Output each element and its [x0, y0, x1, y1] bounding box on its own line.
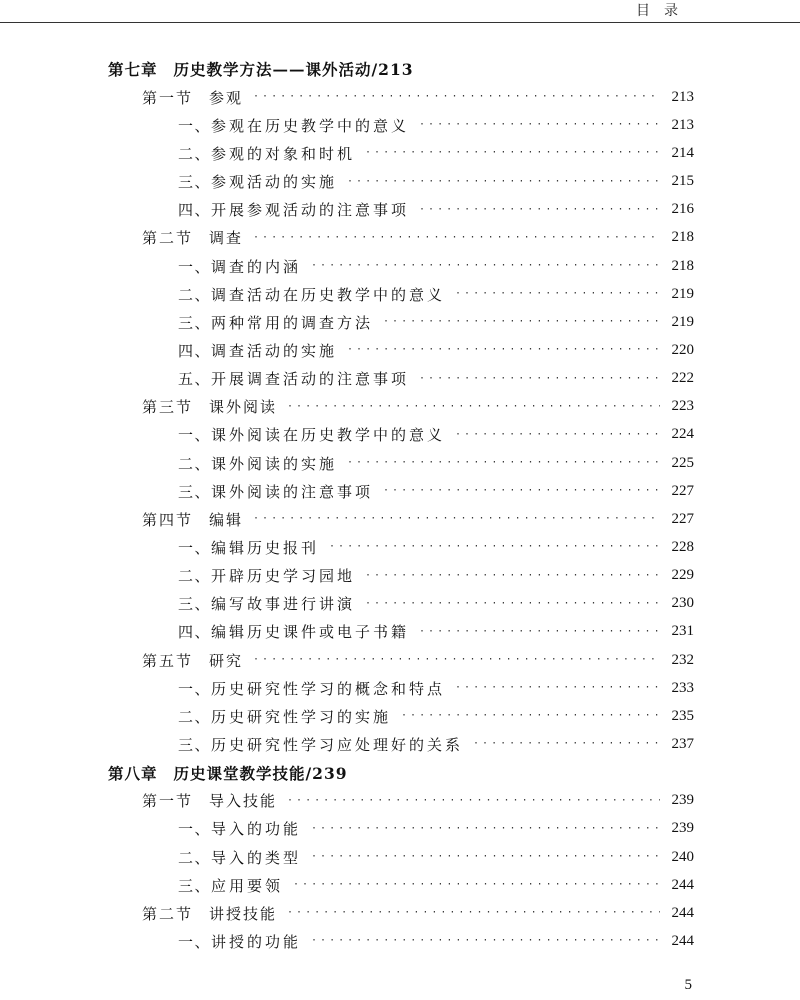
- toc-dot-leader: [329, 542, 660, 552]
- toc-entry-number: 二、: [178, 454, 212, 473]
- toc-chapter-entry[interactable]: [108, 55, 694, 83]
- toc-entry-number: 一、: [178, 679, 212, 698]
- toc-sub-entry[interactable]: [108, 421, 694, 449]
- toc-entry-number: 三、: [178, 735, 212, 754]
- toc-page-number: 239: [671, 820, 694, 837]
- toc-page-number: 224: [671, 426, 694, 443]
- toc-entry-number: 二、: [178, 707, 212, 726]
- toc-entry-label: [178, 312, 373, 333]
- toc-dot-leader: [347, 177, 660, 187]
- toc-page-number: 219: [671, 285, 694, 302]
- toc-page-number: 218: [671, 257, 694, 274]
- toc-page-number: 244: [671, 932, 694, 949]
- toc-dot-leader: [287, 796, 660, 806]
- toc-entry-label: [178, 453, 337, 474]
- toc-dot-leader: [365, 148, 660, 158]
- table-of-contents: [108, 55, 694, 956]
- toc-entry-label: [178, 340, 337, 361]
- toc-entry-title: 研究: [209, 651, 244, 670]
- toc-page-number: 230: [671, 595, 694, 612]
- toc-entry-title: 开展调查活动的注意事项: [211, 370, 410, 389]
- toc-sub-entry[interactable]: [108, 927, 694, 955]
- toc-entry-title: 编辑历史课件或电子书籍: [211, 623, 410, 642]
- toc-entry-label: [142, 903, 277, 924]
- toc-page-number: 220: [671, 341, 694, 358]
- toc-entry-label: [142, 87, 243, 108]
- toc-entry-title: 调查: [209, 229, 244, 248]
- toc-dot-leader: [287, 402, 660, 412]
- toc-entry-label: [178, 818, 301, 839]
- toc-sub-entry[interactable]: [108, 252, 694, 280]
- toc-page-number: 229: [671, 567, 694, 584]
- toc-entry-number: 四、: [178, 341, 212, 360]
- toc-entry-number: 三、: [178, 313, 212, 332]
- toc-entry-title: 调查活动的实施: [211, 341, 338, 360]
- toc-entry-label: [178, 593, 355, 614]
- toc-dot-leader: [253, 514, 660, 524]
- toc-page-number: 235: [671, 707, 694, 724]
- toc-dot-leader: [419, 374, 660, 384]
- toc-sub-entry[interactable]: [108, 730, 694, 758]
- toc-page-number: 231: [671, 623, 694, 640]
- toc-entry-title: 调查活动在历史教学中的意义: [211, 285, 446, 304]
- toc-entry-title: 课外阅读的注意事项: [211, 482, 374, 501]
- running-head-title: 目录: [636, 3, 692, 19]
- toc-sub-entry[interactable]: [108, 533, 694, 561]
- toc-entry-label: [178, 481, 373, 502]
- toc-entry-label: [178, 143, 355, 164]
- toc-dot-leader: [287, 908, 660, 918]
- toc-dot-leader: [455, 289, 660, 299]
- toc-section-entry[interactable]: [108, 505, 694, 533]
- toc-entry-title: 历史研究性学习的概念和特点: [211, 679, 446, 698]
- toc-dot-leader: [311, 936, 660, 946]
- toc-page-number: 240: [671, 848, 694, 865]
- toc-entry-label: [178, 199, 409, 220]
- toc-dot-leader: [383, 317, 660, 327]
- toc-entry-title: 历史教学方法——课外活动/213: [173, 60, 414, 80]
- toc-entry-label: [178, 706, 391, 727]
- toc-entry-number: 第四节: [142, 510, 194, 529]
- toc-entry-title: 历史课堂教学技能/239: [173, 763, 348, 783]
- toc-page-number: 218: [671, 229, 694, 246]
- toc-sub-entry[interactable]: [108, 336, 694, 364]
- toc-entry-title: 课外阅读的实施: [211, 454, 338, 473]
- toc-entry-label: [108, 58, 414, 80]
- toc-entry-label: [178, 565, 355, 586]
- toc-entry-number: 第一节: [142, 792, 194, 811]
- toc-page-number: 232: [671, 651, 694, 668]
- toc-dot-leader: [253, 655, 660, 665]
- toc-entry-number: 第一节: [142, 88, 194, 107]
- toc-dot-leader: [253, 233, 660, 243]
- toc-dot-leader: [419, 627, 660, 637]
- toc-sub-entry[interactable]: [108, 365, 694, 393]
- toc-entry-label: [178, 115, 409, 136]
- toc-entry-title: 导入的类型: [211, 848, 302, 867]
- toc-section-entry[interactable]: [108, 646, 694, 674]
- toc-entry-label: [178, 171, 337, 192]
- toc-entry-label: [142, 509, 243, 530]
- toc-entry-label: [178, 284, 445, 305]
- toc-sub-entry[interactable]: [108, 702, 694, 730]
- toc-sub-entry[interactable]: [108, 843, 694, 871]
- toc-page-number: 222: [671, 370, 694, 387]
- toc-entry-label: [178, 847, 301, 868]
- toc-page-number: 225: [671, 454, 694, 471]
- toc-entry-title: 编辑: [209, 510, 244, 529]
- toc-entry-number: 二、: [178, 848, 212, 867]
- toc-entry-title: 应用要领: [211, 876, 284, 895]
- toc-sub-entry[interactable]: [108, 308, 694, 336]
- toc-dot-leader: [383, 486, 660, 496]
- toc-dot-leader: [311, 824, 660, 834]
- page-number: 5: [684, 977, 692, 993]
- toc-sub-entry[interactable]: [108, 111, 694, 139]
- toc-entry-number: 二、: [178, 285, 212, 304]
- toc-sub-entry[interactable]: [108, 477, 694, 505]
- toc-entry-title: 编辑历史报刊: [211, 538, 320, 557]
- toc-entry-number: 五、: [178, 370, 212, 389]
- toc-entry-label: [178, 424, 445, 445]
- header-rule: [0, 22, 800, 23]
- toc-dot-leader: [455, 430, 660, 440]
- toc-entry-title: 参观活动的实施: [211, 173, 338, 192]
- toc-chapter-entry[interactable]: [108, 759, 694, 787]
- toc-page-number: 215: [671, 173, 694, 190]
- toc-page-number: 219: [671, 313, 694, 330]
- toc-page-number: 228: [671, 538, 694, 555]
- toc-page-number: 233: [671, 679, 694, 696]
- toc-entry-title: 参观: [209, 88, 244, 107]
- toc-entry-label: [178, 537, 319, 558]
- toc-entry-title: 历史研究性学习的实施: [211, 707, 392, 726]
- toc-entry-number: 三、: [178, 482, 212, 501]
- toc-entry-title: 导入的功能: [211, 820, 302, 839]
- toc-dot-leader: [347, 458, 660, 468]
- toc-entry-number: 一、: [178, 257, 212, 276]
- toc-sub-entry[interactable]: [108, 449, 694, 477]
- toc-entry-number: 一、: [178, 116, 212, 135]
- toc-entry-title: 课外阅读在历史教学中的意义: [211, 426, 446, 445]
- toc-dot-leader: [311, 261, 660, 271]
- toc-entry-label: [142, 227, 243, 248]
- toc-dot-leader: [347, 345, 660, 355]
- toc-dot-leader: [455, 683, 660, 693]
- toc-entry-title: 两种常用的调查方法: [211, 313, 374, 332]
- toc-page-number: 214: [671, 144, 694, 161]
- toc-dot-leader: [401, 711, 660, 721]
- toc-page-number: 239: [671, 792, 694, 809]
- toc-entry-label: [178, 678, 445, 699]
- toc-page-number: 227: [671, 482, 694, 499]
- toc-entry-title: 课外阅读: [209, 398, 278, 417]
- toc-dot-leader: [311, 852, 660, 862]
- toc-dot-leader: [419, 205, 660, 215]
- toc-page-number: 223: [671, 398, 694, 415]
- toc-entry-label: [178, 621, 409, 642]
- toc-entry-number: 一、: [178, 932, 212, 951]
- toc-section-entry[interactable]: [108, 224, 694, 252]
- toc-entry-label: [178, 931, 301, 952]
- toc-dot-leader: [365, 599, 660, 609]
- toc-entry-number: 四、: [178, 201, 212, 220]
- toc-entry-number: 第三节: [142, 398, 194, 417]
- toc-dot-leader: [253, 92, 660, 102]
- toc-dot-leader: [473, 739, 660, 749]
- toc-entry-number: 二、: [178, 567, 212, 586]
- toc-entry-label: [142, 396, 277, 417]
- toc-page-number: 213: [671, 116, 694, 133]
- toc-entry-title: 讲授技能: [209, 904, 278, 923]
- toc-page-number: 244: [671, 904, 694, 921]
- toc-page-number: 216: [671, 201, 694, 218]
- toc-page-number: 213: [671, 88, 694, 105]
- toc-entry-number: 第二节: [142, 904, 194, 923]
- toc-section-entry[interactable]: [108, 393, 694, 421]
- toc-sub-entry[interactable]: [108, 871, 694, 899]
- toc-entry-number: 三、: [178, 595, 212, 614]
- toc-dot-leader: [293, 880, 660, 890]
- toc-dot-leader: [365, 571, 660, 581]
- toc-sub-entry[interactable]: [108, 618, 694, 646]
- toc-sub-entry[interactable]: [108, 815, 694, 843]
- toc-entry-title: 参观在历史教学中的意义: [211, 116, 410, 135]
- toc-entry-number: 四、: [178, 623, 212, 642]
- toc-page-number: 227: [671, 510, 694, 527]
- toc-section-entry[interactable]: [108, 899, 694, 927]
- toc-page-number: 244: [671, 876, 694, 893]
- toc-entry-number: 一、: [178, 820, 212, 839]
- toc-sub-entry[interactable]: [108, 674, 694, 702]
- toc-entry-number: 二、: [178, 144, 212, 163]
- toc-entry-number: 第七章: [108, 60, 158, 80]
- toc-entry-title: 调查的内涵: [211, 257, 302, 276]
- toc-sub-entry[interactable]: [108, 196, 694, 224]
- toc-entry-label: [178, 256, 301, 277]
- toc-entry-title: 开辟历史学习园地: [211, 567, 356, 586]
- toc-sub-entry[interactable]: [108, 562, 694, 590]
- toc-entry-title: 导入技能: [209, 792, 278, 811]
- toc-entry-number: 三、: [178, 876, 212, 895]
- toc-sub-entry[interactable]: [108, 139, 694, 167]
- toc-entry-number: 第二节: [142, 229, 194, 248]
- toc-sub-entry[interactable]: [108, 590, 694, 618]
- toc-entry-title: 参观的对象和时机: [211, 144, 356, 163]
- toc-sub-entry[interactable]: [108, 168, 694, 196]
- toc-entry-number: 一、: [178, 426, 212, 445]
- toc-entry-title: 讲授的功能: [211, 932, 302, 951]
- toc-entry-title: 开展参观活动的注意事项: [211, 201, 410, 220]
- toc-section-entry[interactable]: [108, 83, 694, 111]
- toc-entry-label: [178, 734, 463, 755]
- toc-entry-label: [178, 875, 283, 896]
- toc-section-entry[interactable]: [108, 787, 694, 815]
- toc-dot-leader: [419, 120, 660, 130]
- toc-entry-number: 第八章: [108, 763, 158, 783]
- toc-entry-number: 第五节: [142, 651, 194, 670]
- toc-entry-label: [178, 368, 409, 389]
- toc-entry-title: 历史研究性学习应处理好的关系: [211, 735, 464, 754]
- toc-entry-number: 三、: [178, 173, 212, 192]
- toc-entry-number: 一、: [178, 538, 212, 557]
- toc-entry-label: [142, 650, 243, 671]
- toc-page-number: 237: [671, 735, 694, 752]
- toc-entry-label: [142, 790, 277, 811]
- toc-entry-label: [108, 762, 348, 784]
- toc-sub-entry[interactable]: [108, 280, 694, 308]
- toc-entry-title: 编写故事进行讲演: [211, 595, 356, 614]
